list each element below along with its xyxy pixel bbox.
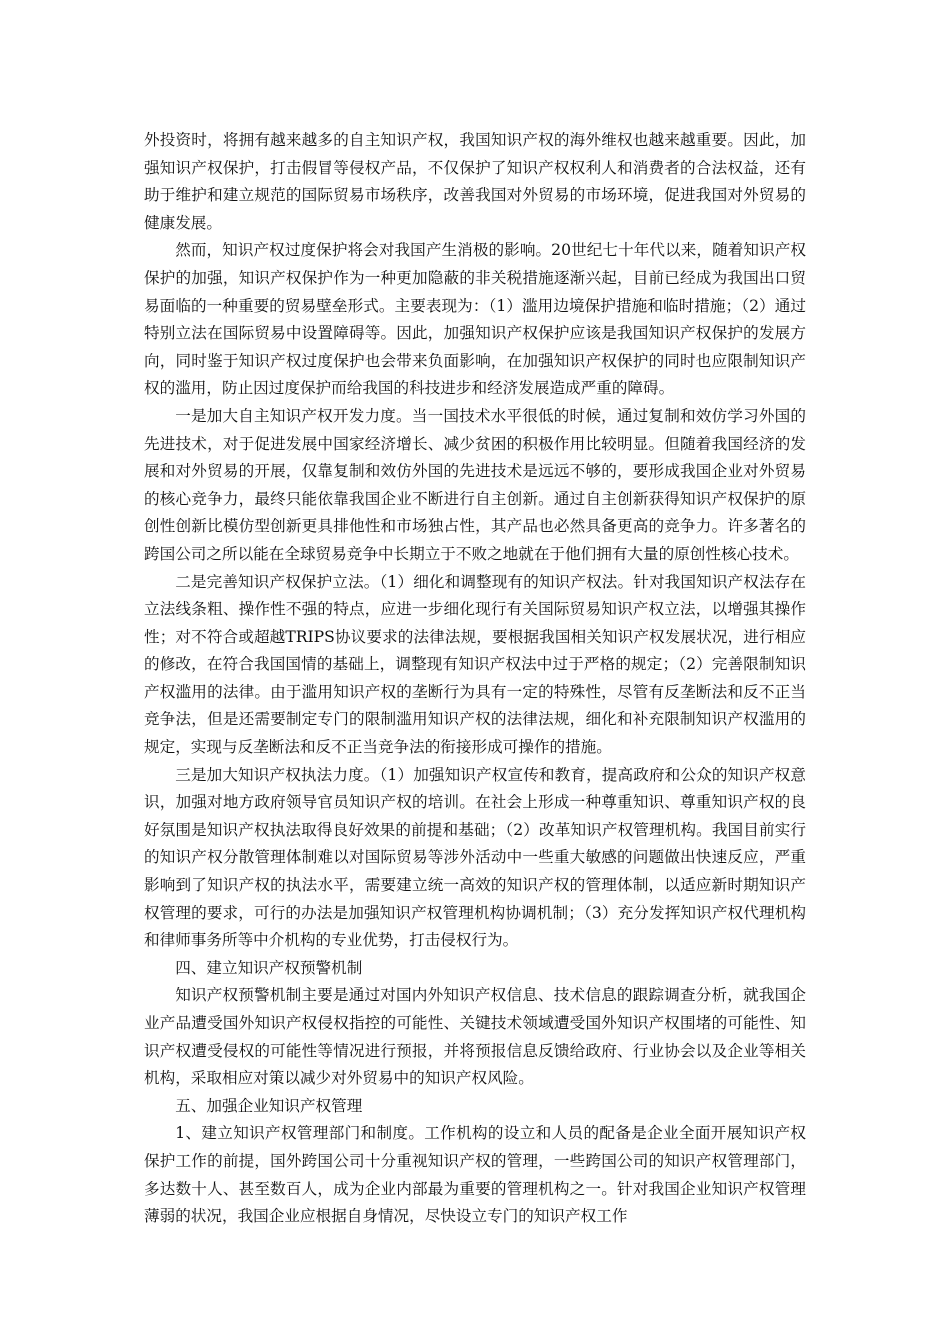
paragraph-early-warning: 知识产权预警机制主要是通过对国内外知识产权信息、技术信息的跟踪调查分析，就我国企业产品遭受国外知识产权侵权指控的可能性、关键技术领域遭受国外知识产权围堵的可能性、知识产权遭受侵权的可能性等情况进行预报，并将预报信息反馈给政府、行业协会以及企业等相关机构，采取相应对策以减少对外贸易中的知识产权风险。	[144, 986, 806, 1088]
paragraph-point-one: 一是加大自主知识产权开发力度。当一国技术水平很低的时候，通过复制和效仿学习外国的先进技术，对于促进发展中国家经济增长、减少贫困的积极作用比较明显。但随着我国经济的发展和对外贸易的开展，仅靠复制和效仿外国的先进技术是远远不够的，要形成我国企业对外贸易的核心竞争力，最终只能依靠我国企业不断进行自主创新。通过自主创新获得知识产权保护的原创性创新比模仿型创新更具排他性和市场独占性，其产品也必然具备更高的竞争力。许多著名的跨国公司之所以能在全球贸易竞争中长期立于不败之地就在于他们拥有大量的原创性核心技术。	[144, 406, 806, 563]
paragraph-negative-impact: 然而，知识产权过度保护将会对我国产生消极的影响。20世纪七十年代以来，随着知识产权保护的加强，知识产权保护作为一种更加隐蔽的非关税措施逐渐兴起，目前已经成为我国出口贸易面临的一种重要的贸易壁垒形式。主要表现为：（1）滥用边境保护措施和临时措施；（2）通过特别立法在国际贸易中设置障碍等。因此，加强知识产权保护应该是我国知识产权保护的发展方向，同时鉴于知识产权过度保护也会带来负面影响，在加强知识产权保护的同时也应限制知识产权的滥用，防止因过度保护而给我国的科技进步和经济发展造成严重的障碍。	[144, 241, 806, 398]
document-page	[144, 127, 806, 1231]
section-heading-four: 四、建立知识产权预警机制	[175, 958, 363, 977]
section-heading-five: 五、加强企业知识产权管理	[175, 1096, 363, 1115]
paragraph-point-two: 二是完善知识产权保护立法。（1）细化和调整现有的知识产权法。针对我国知识产权法存在立法线条粗、操作性不强的特点，应进一步细化现行有关国际贸易知识产权立法，以增强其操作性；对不符合或超越TRIPS协议要求的法律法规，要根据我国相关知识产权发展状况，进行相应的修改，在符合我国国情的基础上，调整现有知识产权法中过于严格的规定；（2）完善限制知识产权滥用的法律。由于滥用知识产权的垄断行为具有一定的特殊性，尽管有反垄断法和反不正当竞争法，但是还需要制定专门的限制滥用知识产权的法律法规，细化和补充限制知识产权滥用的规定，实现与反垄断法和反不正当竞争法的衔接形成可操作的措施。	[144, 572, 806, 757]
paragraph-management-dept: 1、建立知识产权管理部门和制度。工作机构的设立和人员的配备是企业全面开展知识产权保护工作的前提，国外跨国公司十分重视知识产权的管理，一些跨国公司的知识产权管理部门，多达数十人、甚至数百人，成为企业内部最为重要的管理机构之一。针对我国企业知识产权管理薄弱的状况，我国企业应根据自身情况，尽快设立专门的知识产权工作	[144, 1124, 806, 1226]
paragraph-continuation: 外投资时，将拥有越来越多的自主知识产权，我国知识产权的海外维权也越来越重要。因此，加强知识产权保护，打击假冒等侵权产品，不仅保护了知识产权权利人和消费者的合法权益，还有助于维护和建立规范的国际贸易市场秩序，改善我国对外贸易的市场环境，促进我国对外贸易的健康发展。	[144, 131, 806, 232]
paragraph-point-three: 三是加大知识产权执法力度。（1）加强知识产权宣传和教育，提高政府和公众的知识产权意识，加强对地方政府领导官员知识产权的培训。在社会上形成一种尊重知识、尊重知识产权的良好氛围是知识产权执法取得良好效果的前提和基础；（2）改革知识产权管理机构。我国目前实行的知识产权分散管理体制难以对国际贸易等涉外活动中一些重大敏感的问题做出快速反应，严重影响到了知识产权的执法水平，需要建立统一高效的知识产权的管理体制，以适应新时期知识产权管理的要求，可行的办法是加强知识产权管理机构协调机制；（3）充分发挥知识产权代理机构和律师事务所等中介机构的专业优势，打击侵权行为。	[144, 765, 806, 950]
